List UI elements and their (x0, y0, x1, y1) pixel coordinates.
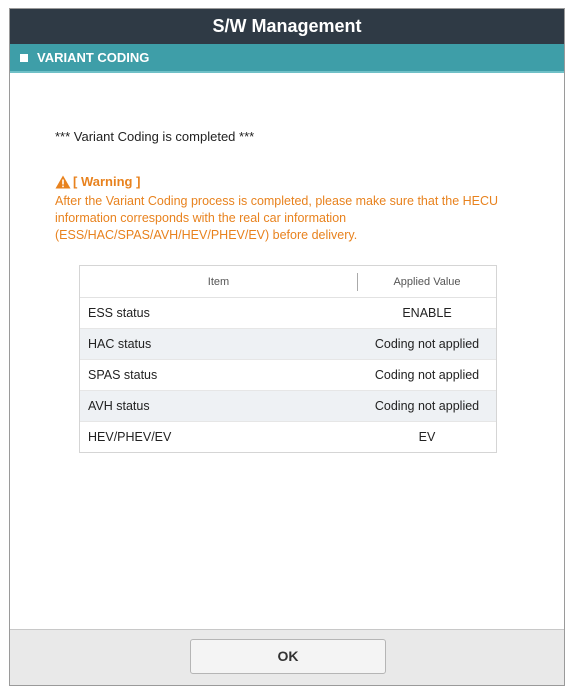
row-value: Coding not applied (374, 368, 480, 382)
dialog-body (10, 73, 564, 628)
table-row (80, 360, 496, 391)
row-value: Coding not applied (374, 337, 480, 351)
table-row (80, 422, 496, 452)
section-title: VARIANT CODING (37, 50, 150, 65)
column-header-applied-value: Applied Value (393, 275, 461, 288)
row-item: AVH status (88, 399, 150, 413)
table-row (80, 329, 496, 360)
warning-title: [ Warning ] (73, 174, 141, 189)
section-header (10, 44, 564, 73)
row-item: HAC status (88, 337, 152, 351)
table-row (80, 391, 496, 422)
row-item: ESS status (88, 306, 150, 320)
table-row (80, 298, 496, 329)
row-item: HEV/PHEV/EV (88, 430, 172, 444)
warning-text: After the Variant Coding process is completed, please make sure that the HECU information corresponds with the real car information (ESS/HAC/SPAS/AVH/HEV/PHEV/EV) before delivery. (55, 194, 499, 242)
applied-value-table (79, 265, 497, 453)
warning-heading (55, 174, 140, 189)
row-item: SPAS status (88, 368, 158, 382)
ok-button[interactable]: OK (190, 639, 386, 674)
dialog-footer (10, 629, 564, 685)
row-value: Coding not applied (374, 399, 480, 413)
warning-triangle-icon (55, 175, 71, 189)
dialog-title: S/W Management (10, 9, 564, 44)
row-value: ENABLE (402, 306, 452, 320)
sw-management-dialog (9, 8, 565, 686)
completed-message: *** Variant Coding is completed *** (55, 129, 255, 144)
column-header-item: Item (207, 275, 230, 288)
table-header (80, 266, 496, 298)
square-icon (20, 54, 28, 62)
row-value: EV (418, 430, 436, 444)
